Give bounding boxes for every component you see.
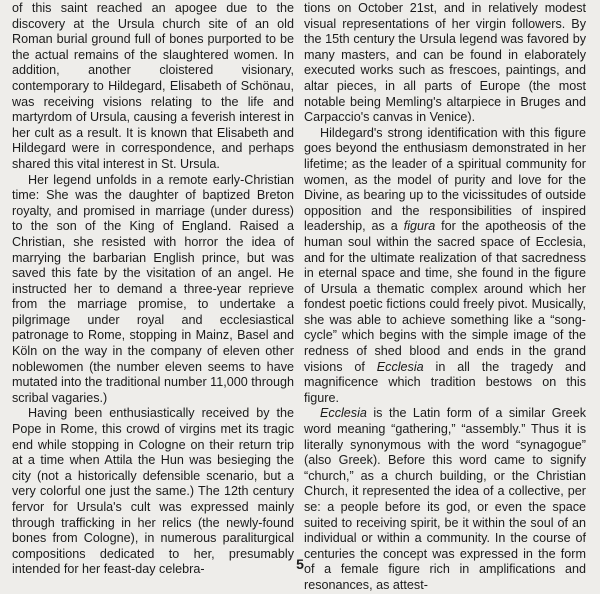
text-run: Having been enthusiastically received by the Pope in Rome, this crowd of virgins met its tragic end while stopping in Cologne on their return trip at a time when Attila the Hun was besieging the city (not a historically defensible scenario, but a very colorful one just the same.) The 12th century fervor for Ursula's cult was expressed mainly through trafficking in her relics (the newly-found bones from Cologne), in numerous paraliturgical compositions dedicated to her, presumably intended for her feast-day celebra- bbox=[12, 406, 294, 577]
paragraph bbox=[12, 406, 294, 578]
text-run: tions on October 21st, and in relatively modest visual representations of her virgin followers. By the 15th century the Ursula legend was favored by many masters, and can be found in elaborately executed works such as frescoes, paintings, and altar pieces, in all parts of Europe (the most notable being Memling's altarpiece in Bruges and Carpaccio's canvas in Venice). bbox=[304, 1, 586, 125]
italic-term: Ecclesia bbox=[320, 406, 367, 421]
right-column bbox=[304, 1, 586, 594]
text-run: Hildegard's strong identification with this figure goes beyond the enthusiasm demonstrated in her lifetime; as the leader of a spiritual community for women, as the model of purity and love for the Divine, as bearing up to the vicissitudes of outside opposition and the responsibilities of inspired leadership, as a bbox=[304, 125, 586, 234]
paragraph bbox=[12, 1, 294, 173]
page-number: 5 bbox=[296, 556, 304, 572]
italic-term: Ecclesia bbox=[376, 359, 424, 374]
left-column bbox=[12, 1, 294, 578]
paragraph bbox=[12, 173, 294, 407]
italic-term: figura bbox=[403, 219, 436, 234]
text-run: in all the tragedy and magnificence which tradition bestows on this figure. bbox=[304, 359, 587, 405]
text-run: of this saint reached an apogee due to the discovery at the Ursula church site of an old Roman burial ground full of bones purported to be the actual remains of the slaughtered women. In addition, another cloistered visionary, contemporary to Hildegard, Elisabeth of Schönau, was receiving visions relating to the life and martyrdom of Ursula, causing a feverish interest in her cult as a result. It is known that Elisabeth and Hildegard were in correspondence, and perhaps shared this vital interest in St. Ursula. bbox=[12, 1, 294, 171]
text-run: Her legend unfolds in a remote early-Christian time: She was the daughter of baptized Breton royalty, and promised in marriage (under duress) to the son of the King of England. Raised a Christian, she resisted with horror the idea of marrying the barbarian English prince, but was saved this fate by the visitation of an angel. He instructed her to demand a three-year reprieve from the marriage promise, to undertake a pilgrimage under royal and ecclesiastical patronage to Rome, stopping in Mainz, Basel and Köln on the way in the company of eleven other noblewomen (the number eleven seems to have mutated into the traditional number 11,000 through scribal vagaries.) bbox=[12, 172, 294, 405]
paragraph bbox=[304, 1, 586, 126]
text-run: for the apotheosis of the human soul within the sacred space of Ecclesia, and for the ultimate realization of that sacredness in eternal space and time, she found in the figure of Ursula a thematic complex around which her fondest poetic fictions could freely pivot. Musically, she was able to achieve something like a “song-cycle” which begins with the simple image of the redness of shed blood and ends in the grand visions of bbox=[304, 219, 586, 374]
text-run: is the Latin form of a similar Greek word meaning “gathering,” “assembly.” Thus it is literally synonymous with the word “synagogue” (also Greek). Before this word came to signify “church,” as a church building, or the Christian Church, it represented the idea of a collective, per se: a people before its god, or even the space suited to receiving spirit, be it within the soul of an individual or within a community. In the course of centuries the concept was expressed in the form of a female figure rich in amplifications and resonances, as attest- bbox=[304, 406, 586, 592]
paragraph bbox=[304, 126, 586, 407]
